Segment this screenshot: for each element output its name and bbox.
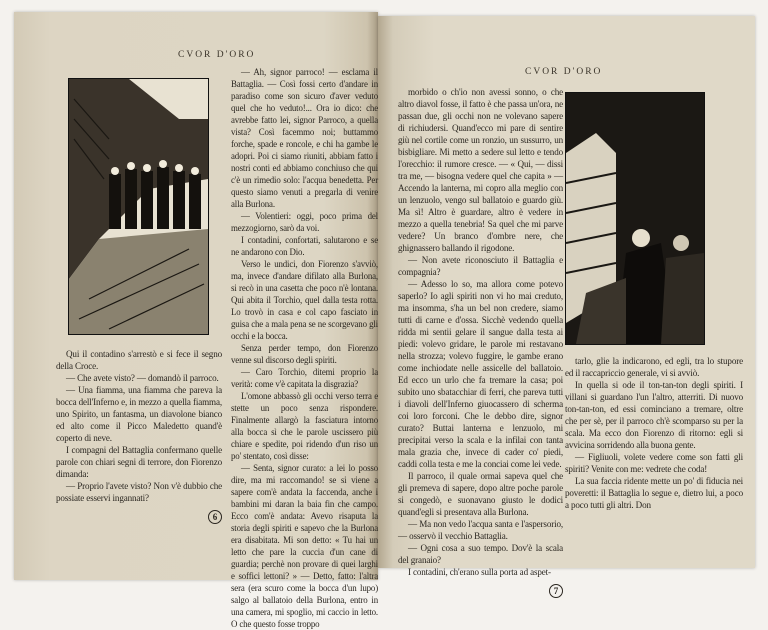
paragraph: — Ogni cosa a suo tempo. Dov'è la scala del granaio?	[398, 543, 563, 565]
paragraph: — Una fiamma, una fiamma che pareva la bocca dell'Inferno e, in mezzo a quella fiamma, uno Spirito, un fantasma, un diavolone bianco ed alto come il Picco Maledetto quand'è coperto di neve.	[56, 385, 222, 443]
right-page-column-1	[398, 86, 563, 598]
left-page-column-1	[56, 348, 222, 524]
right-page-column-2	[565, 355, 743, 511]
paragraph: — Senta, signor curato: a lei lo posso dire, ma mi raccomando! se si viene a sapere com'è andata la faccenda, anche i bambini mi daran la baia fin che campo. Ecco com'è andata: Avevo risaputa la storia degli spiriti e sapevo che la Burlona era disabitata. Mi son detto: « Tu hai un letto che pare la cuccia d'un cane di guardia; perchè non provare di quei larghi e soffici lettoni? » — Detto, fatto: l'altra sera (era scuro come la bocca d'un lupo) salgo al ballatoio della Burlona, entro in una camera, mi spoglio, mi caccio in letto. O che questo fosse troppo	[231, 463, 378, 629]
paragraph: — Volentieri: oggi, poco prima del mezzogiorno, sarò da voi.	[231, 211, 378, 233]
paragraph: Qui il contadino s'arrestò e si fece il segno della Croce.	[56, 349, 222, 371]
paragraph: Senza perder tempo, don Fiorenzo venne sul discorso degli spiriti.	[231, 343, 378, 365]
left-page-number: 6	[208, 510, 222, 524]
paragraph: morbido o ch'io non avessi sonno, o che altro diavol fosse, il fatto è che passa un'ora, ne passan due, gli occhi non ne volevano sapere di richiudersi. Quand'ecco mi pare di sentire giù nel cortile come un ronzio, un sussurro, un bisbigliare. Mi metto a sedere sul letto e tendo l'orecchio: il rumore cresce. — « Qui, — dissi tra me, — bisogna vedere quel che capita » — Accendo la lanterna, mi copro alla meglio con un lenzuolo, vengo sul ballatoio e guardo giù. Ma sì! Altro è guardare, altro è vedere in mezzo a quella tenebria! Sa quel che mi parve vedere? Un branco d'ombre nere, che ghignassero ballando il rigodone.	[398, 87, 563, 253]
paragraph: Il parroco, il quale ormai sapeva quel che gli premeva di sapere, dopo altre poche parole si congedò, e suonavano giusto le dodici quand'egli si presentava alla Burlona.	[398, 471, 563, 517]
left-page-column-2	[231, 66, 378, 630]
left-page-number-row	[56, 510, 222, 524]
paragraph: L'omone abbassò gli occhi verso terra e stette un poco senza rispondere. Finalmente allargò la fasciatura intorno alla bocca sì che le parole uscissero più chiare e spedite, poi ridendo d'un riso un po' stentato, così disse:	[231, 391, 378, 461]
paragraph: I contadini, confortati, salutarono e se ne andarono con Dio.	[231, 235, 378, 257]
paragraph: — Che avete visto? — domandò il parroco.	[66, 373, 219, 383]
paragraph: I contadini, ch'erano sulla porta ad aspet-	[408, 567, 551, 577]
right-page-number: 7	[549, 584, 563, 598]
paragraph: In quella si ode il ton-tan-ton degli spiriti. I villani si guardano l'un l'altro, atterriti. Di nuovo ton-tan-ton, ed essi cominciano a tremare, oltre che per sè, per il parroco ch'è scomparso su per la scala. Ma ecco don Fiorenzo di ritorno: egli si avvicina sorridendo alla buona gente.	[565, 380, 743, 450]
paragraph: I compagni del Battaglia confermano quelle parole con chiari segni di terrore, don Fiorenzo dimanda:	[56, 445, 222, 479]
paragraph: Verso le undici, don Fiorenzo s'avviò, ma, invece d'andare difilato alla Burlona, si recò in una casetta che poco n'è lontana. Qui abita il Torchio, quel dalla testa rotta. Lo trovò in casa e col capo fasciato in guisa che a mala pena se ne scorgevano gli occhi e la bocca.	[231, 259, 378, 341]
paragraph: — Ma non vedo l'acqua santa e l'aspersorio, — osservò il vecchio Battaglia.	[398, 519, 563, 541]
paragraph: tarlo, glie la indicarono, ed egli, tra lo stupore ed il raccapriccio generale, vi si avviò.	[565, 356, 743, 378]
paragraph: — Proprio l'avete visto? Non v'è dubbio che possiate esservi ingannati?	[56, 481, 222, 503]
illustration-peasants-in-street	[68, 78, 209, 335]
paragraph: — Caro Torchio, ditemi proprio la verità: come v'è capitata la disgrazia?	[231, 367, 378, 389]
paragraph: — Ah, signor parroco! — esclama il Battaglia. — Così fossi certo d'andare in paradiso come son sicuro d'aver veduto quel che ho veduto!... Ora io dico: che avrebbe fatto lei, signor Parroco, a quella vista? Così facemmo noi; buttammo forche, spade e roncole, e chi ha gambe le adopri. Poi ci siamo riuniti, abbiam fatto i nostri conti ed abbiamo conchiuso che qui c'è un rimedio solo: l'acqua benedetta. Per questo siamo venuti a pregarla di venire alla Burlona.	[231, 67, 378, 209]
left-running-header: CVOR D'ORO	[178, 50, 256, 60]
illustration-night-scene	[565, 92, 705, 345]
paragraph: — Figliuoli, volete vedere come son fatti gli spiriti? Venite con me: vedrete che coda!	[565, 452, 743, 474]
right-page-number-row	[398, 584, 563, 598]
paragraph: — Adesso lo so, ma allora come potevo saperlo? Io agli spiriti non vi ho mai creduto, ma insomma, s'ha un bel non credere, siamo tutti di carne e d'ossa. Sicchè vedendo quella ridda mi sentii gelare il sangue dalla testa ai piedi: volevo gridare, le parole mi restavano nella strozza; volevo fuggire, le gambe erano come inchiodate nelle assicelle del ballatoio. Ed ecco un urlo che fa tremare la casa; poi subito uno sbatacchiar di ferri, che pareva tutti i diavoli dell'Inferno giuocassero di scherma coi loro forconi. Che le debbo dire, signor curato? Buttai lanterna e lenzuolo, mi precipitai verso la scala e la infilai con tanta mala grazia che, invece di cader co' piedi, caddi colla testa e me la conciai come lei vede.	[398, 279, 563, 469]
paragraph: — Non avete riconosciuto il Battaglia e compagnia?	[398, 255, 563, 277]
paragraph: La sua faccia ridente mette un po' di fiducia nei poveretti: il Battaglia lo segue e, dietro lui, a poco a poco tutti gli altri. Don	[565, 476, 743, 510]
right-running-header: CVOR D'ORO	[525, 67, 603, 77]
